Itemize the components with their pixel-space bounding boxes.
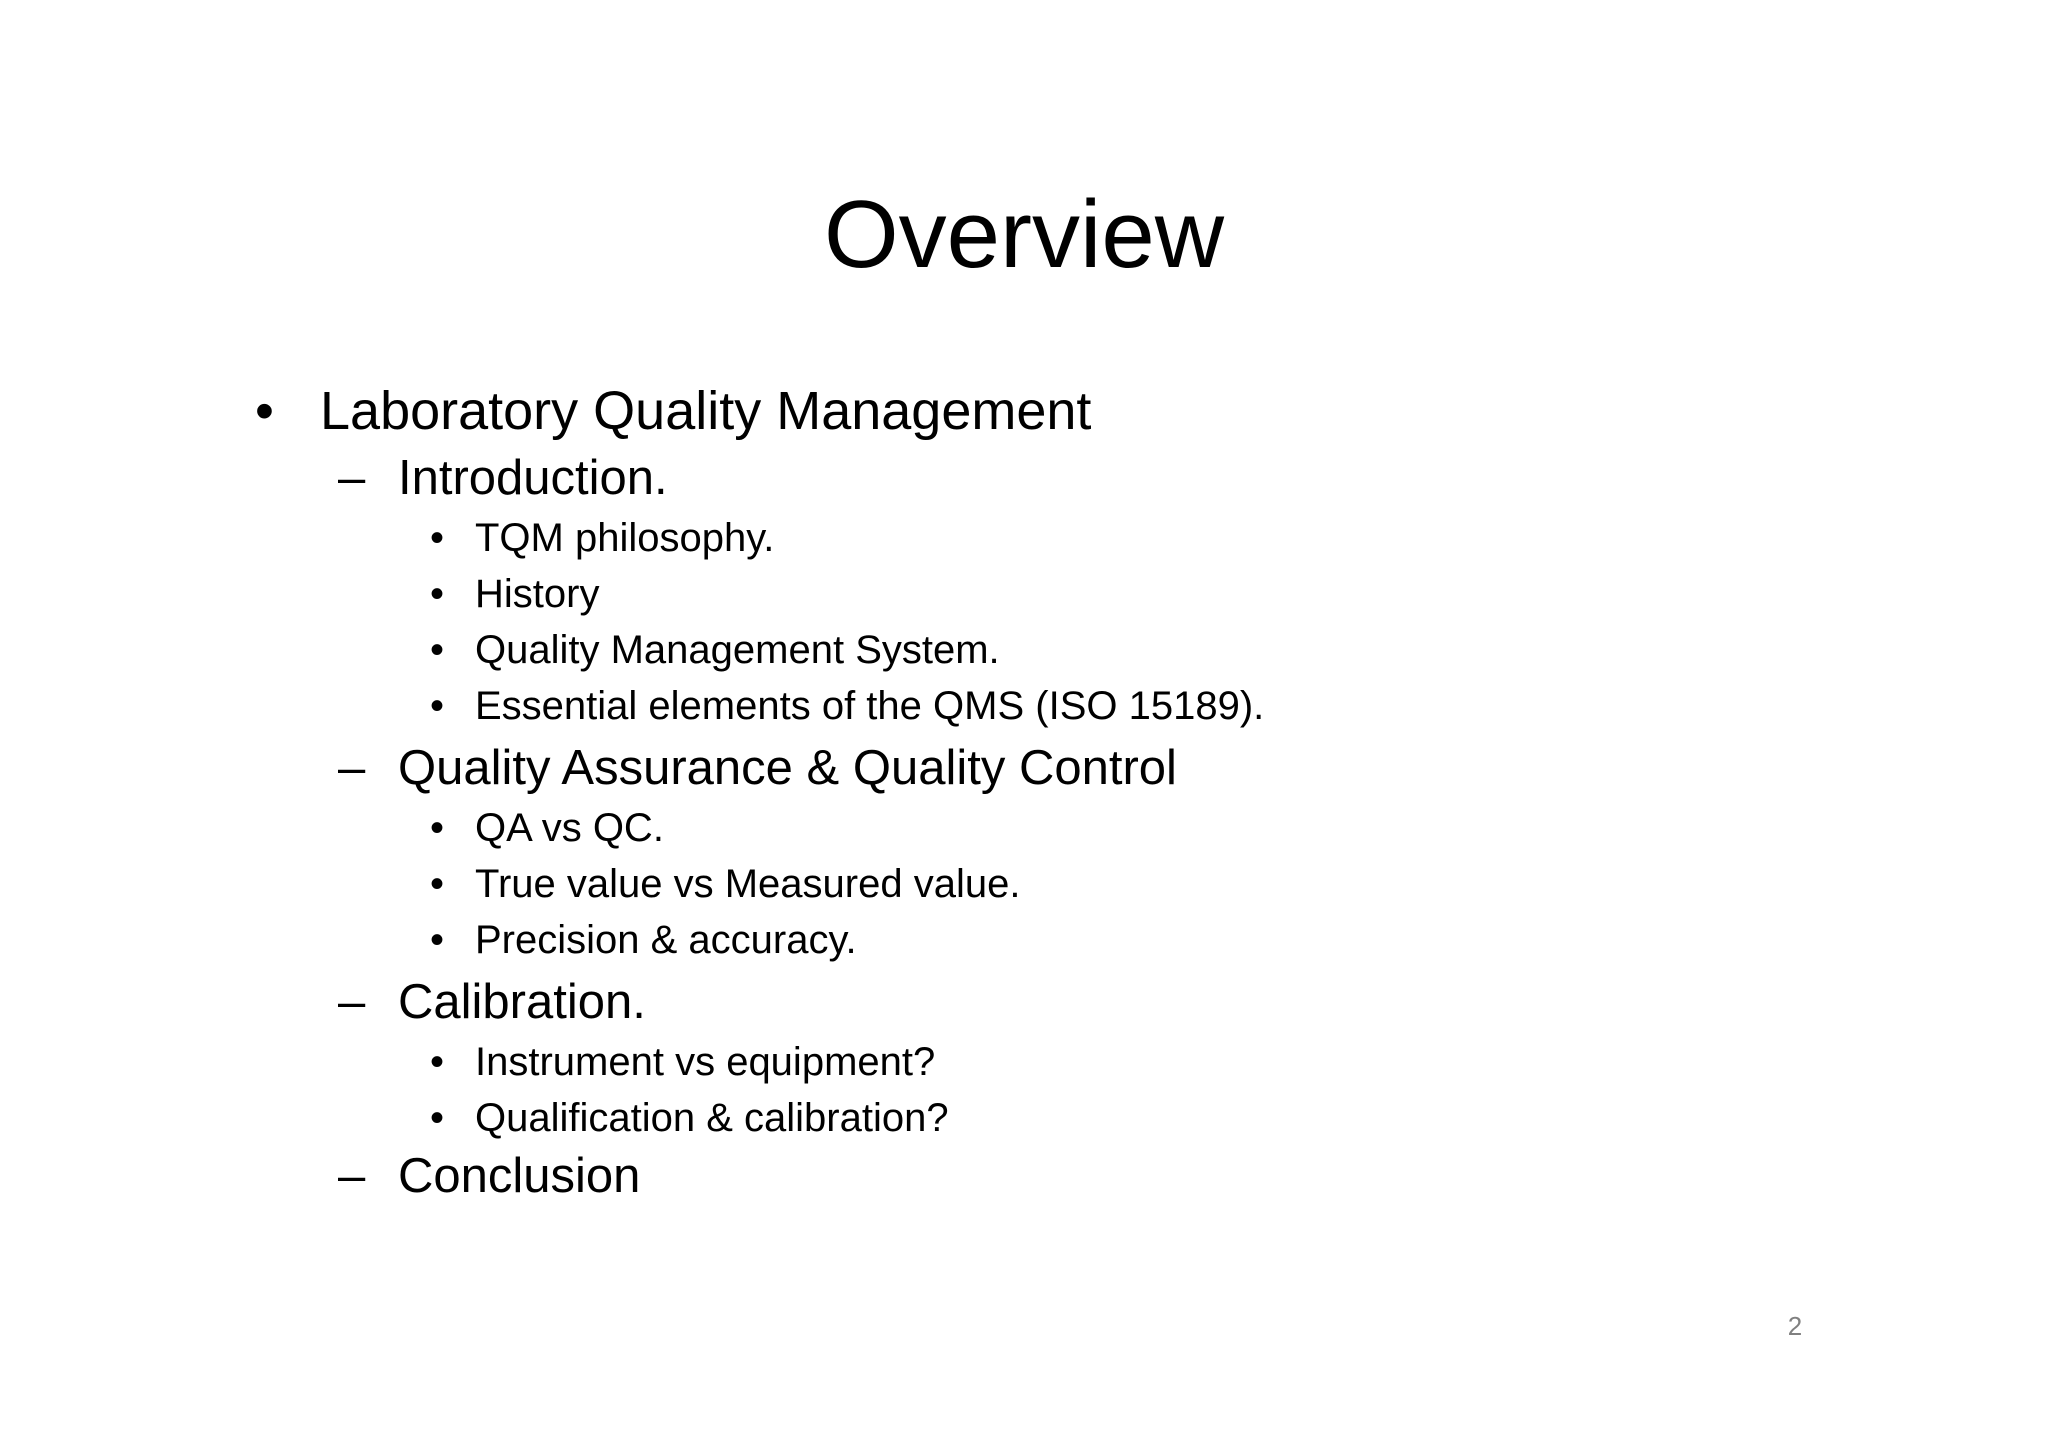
bullet-text: History: [475, 572, 600, 616]
bullet-marker: •: [430, 862, 445, 906]
bullet-text: Laboratory Quality Management: [320, 381, 1092, 441]
bullet-text: Quality Assurance & Quality Control: [398, 741, 1177, 795]
bullet-marker: •: [430, 1040, 445, 1084]
bullet-text: Essential elements of the QMS (ISO 15189).: [475, 684, 1265, 728]
bullet-marker: •: [430, 918, 445, 962]
bullet-text: Conclusion: [398, 1149, 641, 1203]
bullet-text: Quality Management System.: [475, 628, 1000, 672]
bullet-text: Introduction.: [398, 451, 668, 505]
dash-marker: –: [338, 1149, 366, 1203]
bullet-marker: •: [430, 628, 445, 672]
bullet-marker: •: [430, 1096, 445, 1140]
page-number: 2: [1787, 1311, 1803, 1341]
bullet-marker: •: [430, 572, 445, 616]
bullet-text: QA vs QC.: [475, 806, 664, 850]
bullet-marker: •: [430, 684, 445, 728]
bullet-text: TQM philosophy.: [475, 516, 775, 560]
bullet-text: Precision & accuracy.: [475, 918, 857, 962]
bullet-text: Calibration.: [398, 975, 646, 1029]
dash-marker: –: [338, 975, 366, 1029]
dash-marker: –: [338, 741, 366, 795]
slide-title: Overview: [823, 181, 1225, 288]
bullet-marker: •: [430, 806, 445, 850]
bullet-marker: •: [255, 381, 274, 441]
bullet-text: True value vs Measured value.: [475, 862, 1021, 906]
bullet-text: Qualification & calibration?: [475, 1096, 949, 1140]
dash-marker: –: [338, 451, 366, 505]
bullet-marker: •: [430, 516, 445, 560]
bullet-text: Instrument vs equipment?: [475, 1040, 936, 1084]
